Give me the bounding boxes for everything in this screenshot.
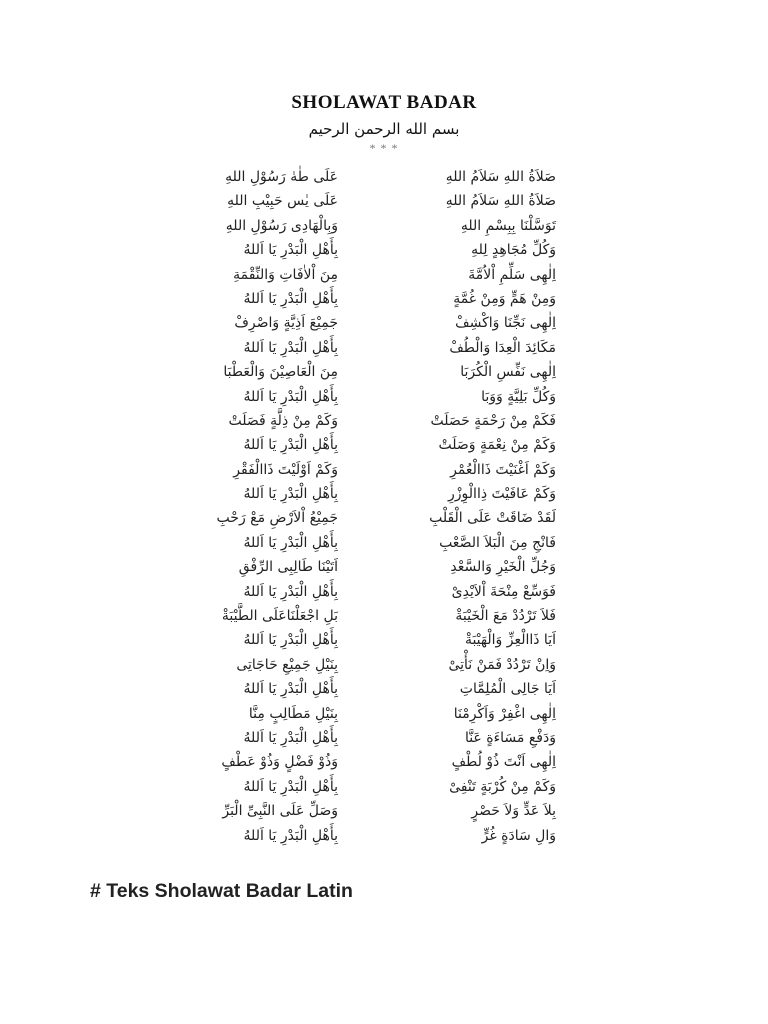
verse-first-hemistich: اِلٰهِى نَجِّنَا وَاكْشِفْ bbox=[455, 315, 556, 332]
verse-second-hemistich: بَلِ اجْعَلْنَاعَلَى الطَّيْبَةْ bbox=[221, 608, 338, 625]
verse-second-hemistich: بِأَهْلِ الْبَدْرِ يَا اَللهُ bbox=[243, 729, 338, 746]
verse-row bbox=[0, 750, 768, 774]
verse-second-hemistich: وَصَلِّ عَلَى النَّبِىِّ الْبَرِّ bbox=[222, 803, 338, 820]
verse-second-hemistich: وَذُوْ فَضْلٍ وَذُوْ عَطْفٍ bbox=[221, 754, 338, 771]
verse-row bbox=[0, 653, 768, 677]
verse-second-hemistich: بِأَهْلِ الْبَدْرِ يَا اَللهُ bbox=[243, 583, 338, 600]
verse-first-hemistich: فَلاَ تَرْدُدْ مَعَ الْخَيْبَةْ bbox=[455, 608, 556, 625]
verse-first-hemistich: بِلاَ عَدٍّ وَلاَ حَصْرٍ bbox=[471, 803, 556, 820]
verse-second-hemistich: بِأَهْلِ الْبَدْرِ يَا اَللهُ bbox=[243, 632, 338, 649]
verse-second-hemistich: بِأَهْلِ الْبَدْرِ يَا اَللهُ bbox=[243, 388, 338, 405]
verse-first-hemistich: اَيَا جَالِى الْمُلِمَّاتِ bbox=[459, 681, 556, 698]
verse-second-hemistich: مِنَ اْلاٰفَاتِ وَالنِّقْمَةِ bbox=[233, 266, 338, 283]
verse-first-hemistich: وَكَمْ مِنْ نِعْمَةٍ وَصَلَتْ bbox=[438, 437, 556, 454]
verse-first-hemistich: اَيَا ذَاالْعِزِّ وَالْهَيْبَةْ bbox=[464, 632, 556, 649]
verse-first-hemistich: اِلٰهِى نَفِّسِ الْكُرَبَا bbox=[460, 364, 556, 381]
verse-first-hemistich: لَقَدْ ضَاقَتْ عَلَى الْقَلْبِ bbox=[429, 510, 556, 527]
verse-row bbox=[0, 336, 768, 360]
verse-row bbox=[0, 799, 768, 823]
verse-row bbox=[0, 555, 768, 579]
verse-second-hemistich: بِأَهْلِ الْبَدْرِ يَا اَللهُ bbox=[243, 827, 338, 844]
verse-first-hemistich: اِلٰهِى اغْفِرْ وَاَكْرِمْنَا bbox=[453, 705, 556, 722]
verse-row bbox=[0, 531, 768, 555]
verse-row bbox=[0, 263, 768, 287]
verse-first-hemistich: فَانْجِ مِنَ الْبَلاَ الصَّعْبِ bbox=[439, 534, 556, 551]
verse-row bbox=[0, 409, 768, 433]
verse-row bbox=[0, 311, 768, 335]
verse-row bbox=[0, 287, 768, 311]
verse-first-hemistich: صَلاَةُ اللهِ سَلاَمُ اللهِ bbox=[445, 193, 556, 210]
verse-second-hemistich: بِنَيْلِ جَمِيْعِ حَاجَاتِى bbox=[236, 656, 338, 673]
verse-first-hemistich: وَاِنْ تَرْدُدْ فَمَنْ نَأْتِىْ bbox=[448, 656, 556, 673]
verse-second-hemistich: بِأَهْلِ الْبَدْرِ يَا اَللهُ bbox=[243, 437, 338, 454]
verse-row bbox=[0, 506, 768, 530]
verse-second-hemistich: بِأَهْلِ الْبَدْرِ يَا اَللهُ bbox=[243, 534, 338, 551]
latin-section-heading: # Teks Sholawat Badar Latin bbox=[90, 880, 353, 902]
verse-first-hemistich: وَدَفْعِ مَسَاءَةٍ عَنَّا bbox=[464, 729, 556, 746]
verse-second-hemistich: بِنَيْلِ مَطَالِبٍ مِنَّا bbox=[248, 705, 338, 722]
separator-stars: * * * bbox=[369, 141, 399, 155]
verse-first-hemistich: وَكُلِّ بَلِيَّةٍ وَوَبَا bbox=[481, 388, 556, 405]
verse-second-hemistich: وَكَمْ اَوْلَيْتَ ذَاالْفَقْرِ bbox=[233, 461, 338, 478]
verse-row bbox=[0, 189, 768, 213]
verse-row bbox=[0, 580, 768, 604]
verse-first-hemistich: اِلٰهِى سَلِّمِ اْلاُمَّةَ bbox=[468, 266, 556, 283]
verse-second-hemistich: عَلَى طٰهٰ رَسُوْلِ اللهِ bbox=[225, 169, 338, 185]
verse-second-hemistich: جَمِيْعَ اَذِيَّةٍ وَاصْرِفْ bbox=[234, 315, 338, 332]
verse-row bbox=[0, 458, 768, 482]
verse-row bbox=[0, 433, 768, 457]
verse-first-hemistich: وَكَمْ عَافَيْتَ ذِاالْوِزْرِ bbox=[448, 486, 556, 503]
verse-first-hemistich: وَكَمْ مِنْ كُرْبَةٍ تَنْفِىْ bbox=[449, 778, 556, 795]
verse-first-hemistich: صَلاَةُ اللهِ سَلاَمُ اللهِ bbox=[445, 169, 556, 185]
verse-row bbox=[0, 238, 768, 262]
document-title: SHOLAWAT BADAR bbox=[291, 92, 477, 113]
verse-row bbox=[0, 604, 768, 628]
verse-row bbox=[0, 677, 768, 701]
verse-second-hemistich: جَمِيْعُ اْلاَرْضِ مَعْ رَحْبِ bbox=[216, 510, 338, 527]
verse-second-hemistich: وَكَمْ مِنْ ذِلَّةٍ فَصَلَتْ bbox=[228, 412, 338, 429]
verse-first-hemistich: وَجُلِّ الْخَيْرِ وَالسَّعْدِ bbox=[450, 559, 556, 576]
verse-row bbox=[0, 726, 768, 750]
verse-row bbox=[0, 214, 768, 238]
verse-second-hemistich: اَتَيْنَا طَالِبِى الرِّفْقِ bbox=[238, 559, 338, 576]
verse-first-hemistich: وَمِنْ هَمٍّ وَمِنْ غُمَّةٍ bbox=[453, 290, 556, 307]
verse-row bbox=[0, 775, 768, 799]
verse-row bbox=[0, 824, 768, 848]
verse-first-hemistich: وَكُلِّ مُجَاهِدٍ لِلهِ bbox=[471, 242, 556, 259]
verse-first-hemistich: تَوَسَّلْنَا بِبِسْمِ اللهِ bbox=[460, 217, 556, 234]
verse-first-hemistich: فَكَمْ مِنْ رَحْمَةٍ حَصَلَتْ bbox=[430, 412, 556, 429]
verse-second-hemistich: بِأَهْلِ الْبَدْرِ يَا اَللهُ bbox=[243, 681, 338, 698]
verse-second-hemistich: بِأَهْلِ الْبَدْرِ يَا اَللهُ bbox=[243, 242, 338, 259]
verse-first-hemistich: مَكَائِدَ الْعِدَا وَالْطُفْ bbox=[449, 339, 556, 356]
verse-first-hemistich: وَكَمْ اَغْنَيْتَ ذَاالْعُمْرِ bbox=[450, 461, 556, 478]
verse-second-hemistich: بِأَهْلِ الْبَدْرِ يَا اَللهُ bbox=[243, 486, 338, 503]
verse-row bbox=[0, 385, 768, 409]
verse-row bbox=[0, 165, 768, 189]
verse-row bbox=[0, 628, 768, 652]
verse-second-hemistich: عَلَى يٰس حَبِيْبِ اللهِ bbox=[227, 193, 338, 210]
verse-second-hemistich: بِأَهْلِ الْبَدْرِ يَا اَللهُ bbox=[243, 778, 338, 795]
verse-first-hemistich: اِلٰهِى اَنْتَ ذُوْ لُطْفٍ bbox=[451, 754, 556, 771]
verse-first-hemistich: وَالِ سَادَةٍ غُرٍّ bbox=[481, 827, 556, 844]
verse-row bbox=[0, 482, 768, 506]
poem-verses bbox=[0, 165, 768, 848]
verse-second-hemistich: بِأَهْلِ الْبَدْرِ يَا اَللهُ bbox=[243, 290, 338, 307]
verse-row bbox=[0, 360, 768, 384]
verse-row bbox=[0, 702, 768, 726]
verse-second-hemistich: بِأَهْلِ الْبَدْرِ يَا اَللهُ bbox=[243, 339, 338, 356]
basmala-line: بسم الله الرحمن الرحيم bbox=[308, 120, 460, 138]
verse-first-hemistich: فَوَسِّعْ مِنْحَةَ اْلاَيْدِىْ bbox=[451, 583, 556, 600]
verse-second-hemistich: وَبِالْهَادِى رَسُوْلِ اللهِ bbox=[225, 217, 338, 234]
verse-second-hemistich: مِنَ الْعَاصِيْنَ وَالْعَطْبَا bbox=[223, 364, 338, 381]
